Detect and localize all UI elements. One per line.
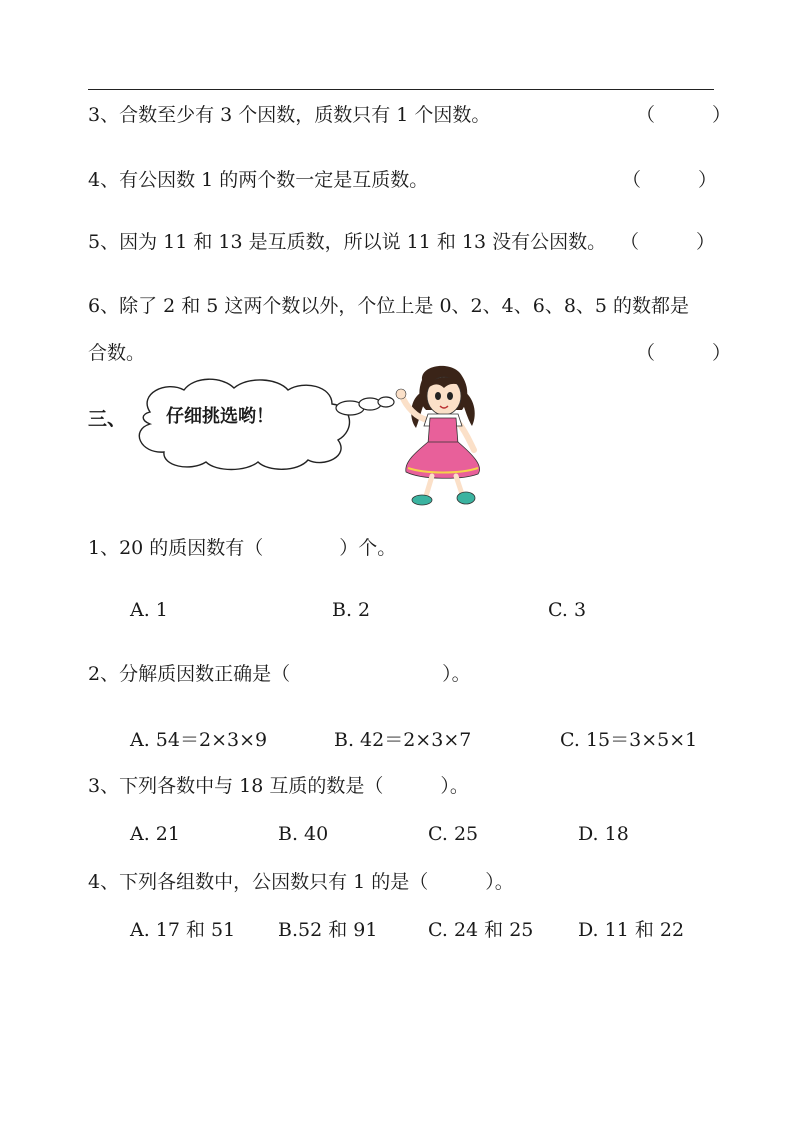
option-d[interactable]: D. 11 和 22 xyxy=(578,919,685,941)
choice-question-3: 3、下列各数中与 18 互质的数是（ ）。 xyxy=(88,775,469,797)
answer-paren[interactable]: （ ） xyxy=(636,342,732,364)
option-c[interactable]: C. 3 xyxy=(548,599,587,621)
girl-icon xyxy=(392,362,492,512)
judge-item-6: 6、除了 2 和 5 这两个数以外，个位上是 0、2、4、6、8、5 的数都是 xyxy=(88,295,690,317)
choice-question-4: 4、下列各组数中，公因数只有 1 的是（ ）。 xyxy=(88,871,514,893)
option-a[interactable]: A. 54＝2×3×9 xyxy=(130,729,268,751)
bubble-text: 仔细挑选哟！ xyxy=(166,406,274,427)
option-c[interactable]: C. 15＝3×5×1 xyxy=(560,729,698,751)
option-d[interactable]: D. 18 xyxy=(578,823,629,845)
judge-item-5: 5、因为 11 和 13 是互质数，所以说 11 和 13 没有公因数。 xyxy=(88,231,607,253)
choice-question-2: 2、分解质因数正确是（ ）。 xyxy=(88,663,471,685)
judge-item-6-cont: 合数。 xyxy=(88,342,146,364)
header-rule xyxy=(88,89,714,90)
thought-bubble xyxy=(118,372,398,472)
option-b[interactable]: B. 40 xyxy=(278,823,329,845)
answer-paren[interactable]: （ ） xyxy=(622,169,718,191)
judge-item-3: 3、合数至少有 3 个因数，质数只有 1 个因数。 xyxy=(88,104,491,126)
option-b[interactable]: B.52 和 91 xyxy=(278,919,378,941)
option-a[interactable]: A. 1 xyxy=(130,599,168,621)
answer-paren[interactable]: （ ） xyxy=(636,104,732,126)
girl-illustration xyxy=(392,362,492,512)
option-c[interactable]: C. 25 xyxy=(428,823,479,845)
option-b[interactable]: B. 42＝2×3×7 xyxy=(334,729,472,751)
option-c[interactable]: C. 24 和 25 xyxy=(428,919,534,941)
choice-question-1: 1、20 的质因数有（ ）个。 xyxy=(88,537,397,559)
option-b[interactable]: B. 2 xyxy=(332,599,371,621)
answer-paren[interactable]: （ ） xyxy=(620,231,716,253)
option-a[interactable]: A. 21 xyxy=(130,823,180,845)
judge-item-4: 4、有公因数 1 的两个数一定是互质数。 xyxy=(88,169,429,191)
section-label: 三、 xyxy=(88,408,127,430)
option-a[interactable]: A. 17 和 51 xyxy=(130,919,236,941)
